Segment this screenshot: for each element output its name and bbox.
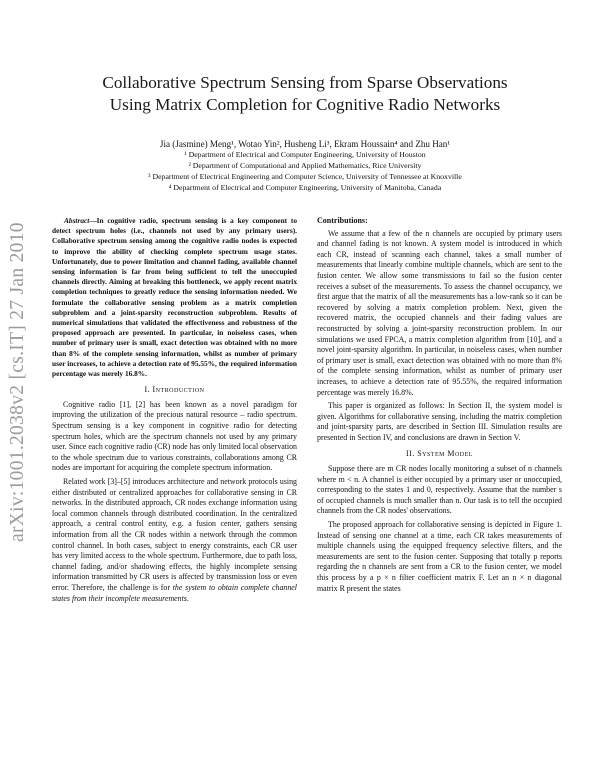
- intro-p2-text: Related work [3]–[5] introduces architecture and network protocols using either distributed or centralized approaches for collaborative sensing in CR networks. In the distributed approach, CR nodes exchange information using local common channels through distributed coordination. In the centralized approach, a central control entity, e.g. a fusion center, gathers sensing information from all the CR nodes within a network through the common control channel. In both cases, subject to energy constraints, each CR user has very limited access to the whole spectrum. Furthermore, due to path loss, channel fading, and/or shadowing effects, the highly incomplete sensing information transmitted by CR users is affected by transmission loss or even error. Therefore, the challenge is for: [52, 477, 297, 592]
- abstract-lead: Abstract: [64, 216, 90, 225]
- intro-paragraph-2: [52, 477, 297, 604]
- affiliation-4: ⁴ Department of Electrical and Computer Engineering, University of Manitoba, Canada: [168, 183, 442, 192]
- right-column: [317, 216, 562, 597]
- contributions-heading: Contributions:: [317, 216, 368, 225]
- paper-title: [40, 72, 570, 116]
- abstract: [52, 216, 297, 379]
- left-column: [52, 216, 297, 607]
- affiliation-1: ¹ Department of Electrical and Computer Engineering, University of Houston: [184, 150, 426, 159]
- contributions-paragraph-1: We assume that a few of the n channels are occupied by primary users and channel fading is not known. A system model is introduced in which each CR, instead of scanning each channel, takes a small number of measurements that linearly combine multiple channels, which are sent to the fusion center. We allow some transmissions to fail so the fusion center receives a subset of the measurements. To assess the channel occupancy, we first argue that the matrix of all the measurements has a low-rank so it can be recovered by solving a matrix completion problem. Next, given the recovered matrix, the occupied channels and their fading values are reconstructed by solving a joint-sparsity reconstruction problem. In our simulations we used FPCA, a matrix completion algorithm from [10], and a novel joint-sparsity algorithm. In particular, in noiseless cases, when number of primary user is small, exact detection was obtained with no more than 8% of the complete sensing information, whilst as number of primary user increases, to achieve a detection rate of 95.55%, the required information percentage was merely 16.8%.: [317, 228, 562, 397]
- intro-p2-emphasis: the system to obtain complete channel states from their incomplete measurements: [52, 582, 297, 603]
- title-line-2: Using Matrix Completion for Cognitive Radio Networks: [109, 95, 501, 114]
- contributions-paragraph-2: This paper is organized as follows: In Section II, the system model is given. Algorithms for collaborative sensing, including the matrix completion and joint-sparsity parts, are described in Section III. Simulation results are presented in Section IV, and conclusions are drawn in Section V.: [317, 401, 562, 442]
- author-list: Jia (Jasmine) Meng¹, Wotao Yin², Husheng Li³, Ekram Houssain⁴ and Zhu Han¹: [159, 139, 451, 149]
- system-model-paragraph-2: The proposed approach for collaborative sensing is depicted in Figure 1. Instead of sensing one channel at a time, each CR takes measurements of multiple channels using the equipped frequency selective filters, and the measurements are sent to the fusion center. Supposing that totally p reports regarding the n channels are sent from a CR to the fusion center, we model this process by a p × n filter coefficient matrix F. Let an n × n diagonal matrix R present the states: [317, 520, 562, 593]
- affiliation-2: ² Department of Computational and Applied Mathematics, Rice University: [188, 161, 422, 170]
- arxiv-watermark: arXiv:1001.2038v2 [cs.IT] 27 Jan 2010: [7, 222, 28, 542]
- affiliation-3: ³ Department of Electrical Engineering and Computer Science, University of Tennessee at Knoxville: [148, 172, 462, 181]
- intro-p2-end: .: [186, 593, 189, 603]
- section-heading-system-model: II. System Model: [406, 449, 473, 459]
- abstract-text: —In cognitive radio, spectrum sensing is a key component to detect spectrum holes (i.e., channels not used by any primary users). Collaborative spectrum sensing among the cognitive radio nodes is expected to improve the ability of checking complete spectrum usage states. Unfortunately, due to power limitation and channel fading, available channel sensing information is far from being sufficient to tell the unoccupied channels directly. Aiming at breaking this bottleneck, we apply recent matrix completion techniques to greatly reduce the sensing information needed. We formulate the collaborative sensing problem as a matrix completion subproblem and a joint-sparsity reconstruction subproblem. Results of numerical simulations that validated the effectiveness and robustness of the proposed approach are presented. In particular, in noiseless cases, when number of primary user is small, exact detection was obtained with no more than 8% of the complete sensing information, whilst as number of primary user increases, to achieve a detection rate of 95.55%, the required information percentage was merely 16.8%.: [52, 216, 297, 379]
- intro-paragraph-1: Cognitive radio [1], [2] has been known as a novel paradigm for improving the utilization of the precious natural resource – radio spectrum. Spectrum sensing is a key component in cognitive radio for detecting spectrum holes, which are the spectrum channels not used by any primary user. Since each cognitive radio (CR) node has only limited local observation to the whole spectrum due to various constraints, collaborations among CR nodes are important for acquiring the complete spectrum information.: [52, 399, 297, 473]
- title-line-1: Collaborative Spectrum Sensing from Sparse Observations: [102, 73, 508, 92]
- section-heading-introduction: I. Introduction: [144, 385, 205, 395]
- system-model-paragraph-1: Suppose there are m CR nodes locally monitoring a subset of n channels where m < n. A channel is either occupied by a primary user or unoccupied, corresponding to the states 1 and 0, respectively. Assume that the number s of occupied channels is much smaller than n. Our task is to tell the occupied channels from the CR nodes' observations.: [317, 464, 562, 516]
